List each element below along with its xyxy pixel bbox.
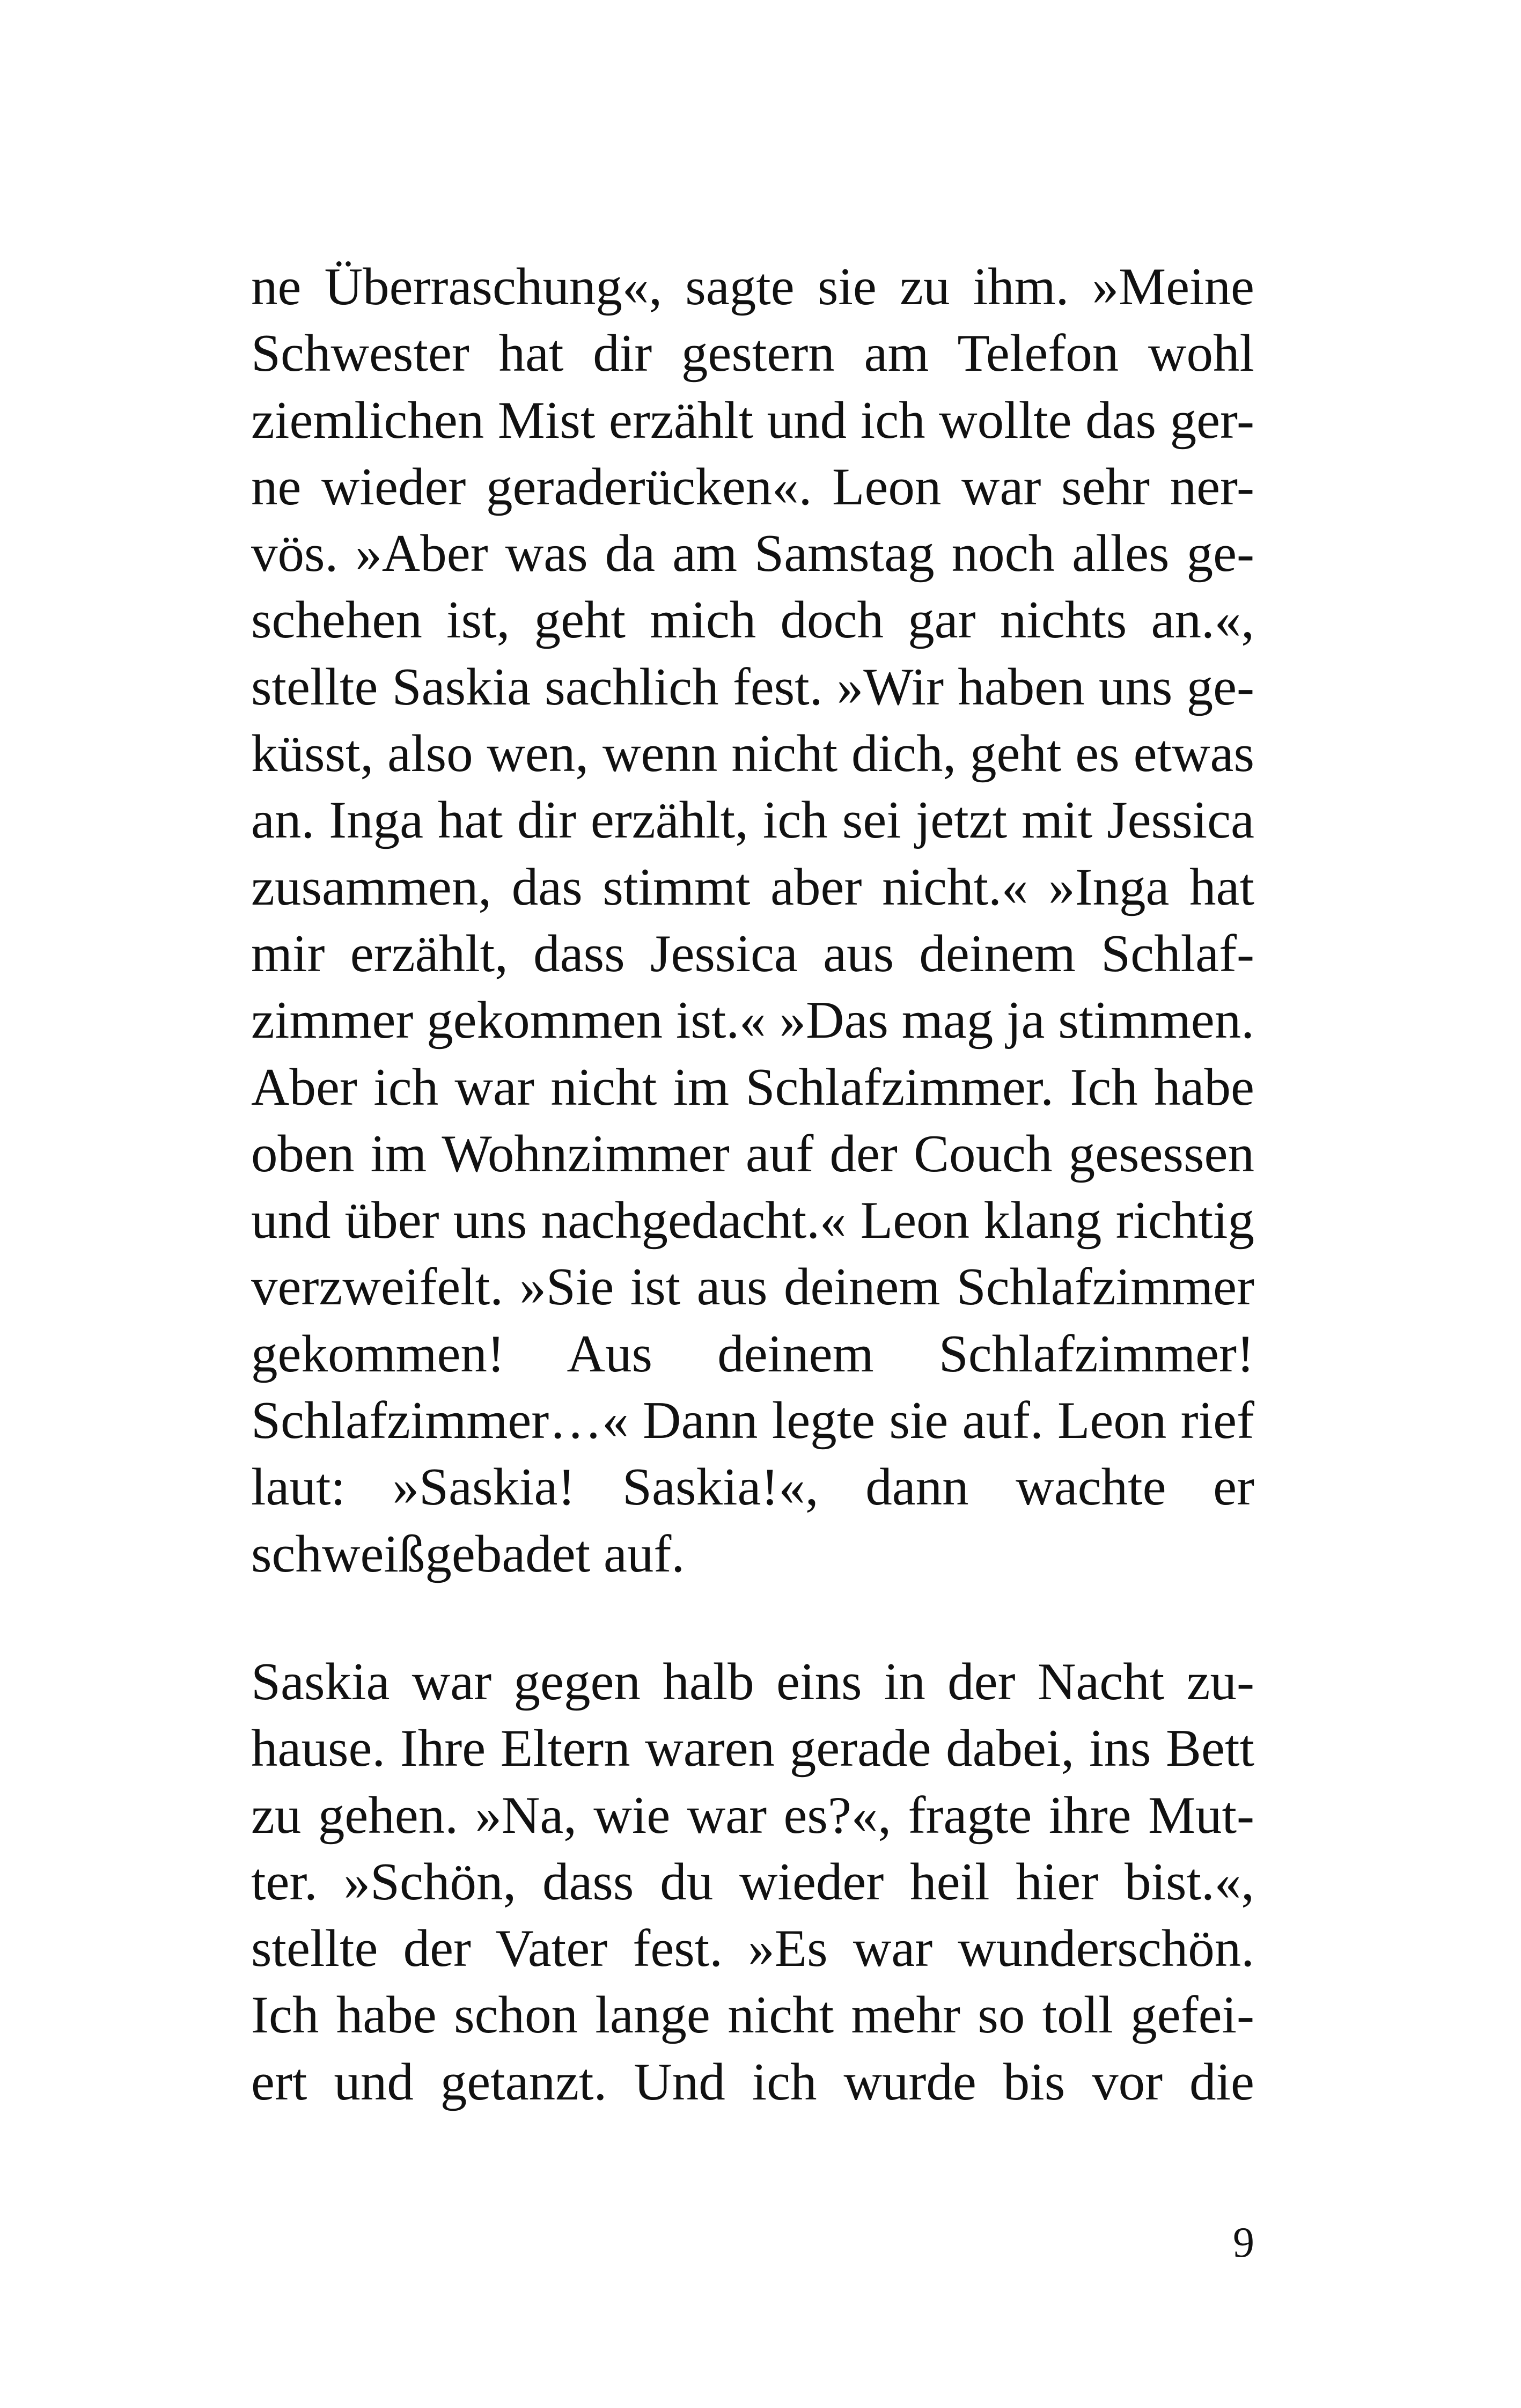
text-line: zusammen, das stimmt aber nicht.« »Inga hat [251,857,1254,916]
text-line: Ich habe schon lange nicht mehr so toll gefei- [251,1986,1254,2045]
paragraph-1 [251,254,1254,1588]
paragraph-2 [251,1649,1254,2116]
text-line: ne wieder geraderücken«. Leon war sehr ner- [251,457,1254,516]
text-line: Saskia war gegen halb eins in der Nacht zu- [251,1653,1254,1711]
text-line: zimmer gekommen ist.« »Das mag ja stimmen. [251,991,1254,1050]
text-line: und über uns nachgedacht.« Leon klang richtig [251,1191,1254,1250]
text-line: Aber ich war nicht im Schlafzimmer. Ich habe [251,1058,1254,1117]
text-line: hause. Ihre Eltern waren gerade dabei, ins Bett [251,1719,1254,1778]
text-line: ne Überraschung«, sagte sie zu ihm. »Meine [251,258,1254,316]
text-line: ziemlichen Mist erzählt und ich wollte das ger- [251,391,1254,450]
text-line: stellte Saskia sachlich fest. »Wir haben uns ge- [251,657,1254,716]
text-line: schehen ist, geht mich doch gar nichts an.«, [251,591,1254,650]
text-line: Schlafzimmer…« Dann legte sie auf. Leon rief [251,1391,1254,1450]
text-line: stellte der Vater fest. »Es war wunderschön. [251,1919,1254,1978]
text-line: laut: »Saskia! Saskia!«, dann wachte er [251,1458,1254,1517]
text-line: oben im Wohnzimmer auf der Couch gesessen [251,1124,1254,1183]
page-number: 9 [1233,2219,1254,2266]
text-line: Schwester hat dir gestern am Telefon wohl [251,324,1254,383]
text-line: gekommen! Aus deinem Schlafzimmer! [251,1324,1254,1383]
text-line: vös. »Aber was da am Samstag noch alles ge- [251,524,1254,583]
text-line: an. Inga hat dir erzählt, ich sei jetzt mit Jessica [251,791,1254,850]
text-line: ert und getanzt. Und ich wurde bis vor die [251,2052,1254,2111]
text-line: ter. »Schön, dass du wieder heil hier bist.«, [251,1852,1254,1911]
text-line: zu gehen. »Na, wie war es?«, fragte ihre Mut- [251,1786,1254,1845]
text-line: verzweifelt. »Sie ist aus deinem Schlafzimmer [251,1258,1254,1317]
text-line: schweißgebadet auf. [251,1524,685,1583]
text-line: mir erzählt, dass Jessica aus deinem Schlaf- [251,924,1254,983]
text-line: küsst, also wen, wenn nicht dich, geht es etwas [251,724,1254,783]
